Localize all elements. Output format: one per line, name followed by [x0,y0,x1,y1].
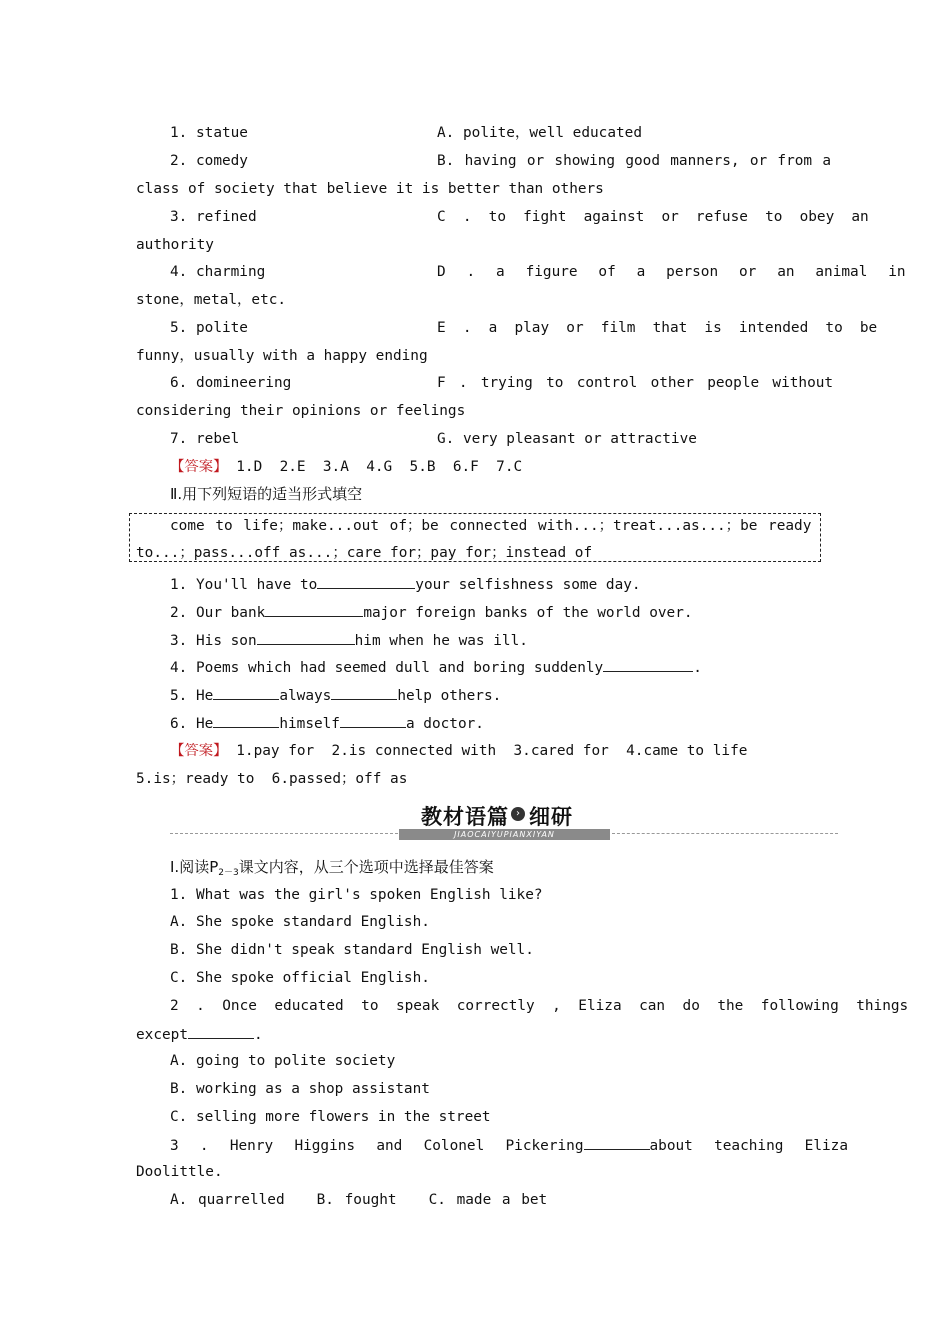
title-subscript: 2－3 [218,868,239,878]
banner-title-left: 教材语篇 [421,805,509,829]
q1-text-b: your selfishness some day. [415,577,641,593]
answer-blank[interactable] [188,1024,254,1039]
q3-text-a: 3 . Henry Higgins and Colonel Pickering [170,1138,584,1154]
section-2-answer [170,741,747,761]
fill-question-4 [170,657,702,678]
match-right-5: E . a play or film that is intended to be [437,320,878,336]
chevron-right-icon: › [511,807,525,821]
match-cont-2: class of society that believe it is better than others [136,181,604,197]
section-3-title [170,857,494,883]
title-part-b: 课文内容，从三个选项中选择最佳答案 [238,858,494,876]
q6-text-b: himself [279,716,340,732]
match-left-5: 5. polite [170,320,248,336]
q3-text-b: him when he was ill. [354,633,528,649]
banner-subtitle: JIAOCAIYUPIANXIYAN [454,830,555,839]
answer-blank[interactable] [603,657,693,672]
q6-text-c: a doctor. [405,716,484,732]
phrase-box-line-2: to...；pass...off as...；care for；pay for；instead of [136,545,593,561]
match-answer [170,457,522,477]
match-left-3: 3. refined [170,209,257,225]
answer-tag: 【答案】 [170,743,228,759]
match-right-7: G. very pleasant or attractive [437,431,697,447]
match-cont-4: stone，metal，etc. [136,292,287,308]
match-cont-5: funny，usually with a happy ending [136,348,428,364]
q5-text-b: always [279,688,332,704]
fill-question-6 [170,713,484,734]
q2-period: . [253,1027,263,1043]
answer-blank[interactable] [257,630,355,645]
answer-blank[interactable] [340,713,406,728]
q5-text-c: help others. [397,688,502,704]
match-left-2: 2. comedy [170,153,248,169]
fill-question-1 [170,574,641,595]
answer-line-2: 5.is；ready to 6.passed；off as [136,771,408,787]
banner-title-right: 细研 [529,805,573,829]
option-c: C. selling more flowers in the street [170,1109,491,1125]
phrase-box-line-1: come to life；make...out of；be connected with...；treat...as...；be ready [170,518,812,534]
option-b: B. She didn't speak standard English well. [170,942,534,958]
match-left-6: 6. domineering [170,375,292,391]
option-a: A. going to polite society [170,1053,396,1069]
option-c: C. She spoke official English. [170,970,430,986]
banner-rule-left [170,833,398,834]
match-cont-6: considering their opinions or feelings [136,403,466,419]
answer-blank[interactable] [584,1135,650,1150]
match-left-4: 4. charming [170,264,266,280]
option-a: A. She spoke standard English. [170,914,430,930]
reading-question-2: 2 . Once educated to speak correctly , Eliza can do the following things [170,998,909,1014]
answer-line-1: 1.pay for 2.is connected with 3.cared for 4.came to life [236,743,748,759]
match-cont-3: authority [136,237,214,253]
match-right-3: C . to fight against or refuse to obey an [437,209,869,225]
q3-text-b: about teaching Eliza [649,1138,848,1154]
answer-tag: 【答案】 [170,459,228,475]
match-right-6: F . trying to control other people without [437,375,834,391]
q2-text-b: major foreign banks of the world over. [363,605,693,621]
answer-blank[interactable] [265,602,363,617]
answer-text: 1.D 2.E 3.A 4.G 5.B 6.F 7.C [236,459,523,475]
q2-text-a: 2. Our bank [170,605,266,621]
fill-question-5 [170,685,501,706]
answer-blank[interactable] [317,574,415,589]
reading-question-2-cont [136,1024,263,1045]
answer-blank[interactable] [331,685,397,700]
q2-text: except [136,1027,188,1043]
q3-text-a: 3. His son [170,633,257,649]
q4-text-b: . [693,660,702,676]
reading-question-1: 1. What was the girl's spoken English like? [170,887,543,903]
match-right-4: D . a figure of a person or an animal in [437,264,906,280]
reading-question-3 [170,1135,848,1156]
q1-text-a: 1. You'll have to [170,577,318,593]
match-right-1: A. polite，well educated [437,125,642,141]
q5-text-a: 5. He [170,688,214,704]
match-left-7: 7. rebel [170,431,240,447]
banner-rule-right [612,833,838,834]
q6-text-a: 6. He [170,716,214,732]
answer-blank[interactable] [213,713,279,728]
title-part-a: Ⅰ.阅读P [170,858,219,876]
answer-blank[interactable] [213,685,279,700]
fill-question-2 [170,602,693,623]
banner-subtitle-strip [399,829,610,840]
section-2-title: Ⅱ.用下列短语的适当形式填空 [170,485,363,503]
reading-question-3-cont: Doolittle. [136,1164,223,1180]
option-b: B. working as a shop assistant [170,1081,430,1097]
q4-text-a: 4. Poems which had seemed dull and boring suddenly [170,660,604,676]
match-left-1: 1. statue [170,125,248,141]
match-right-2: B. having or showing good manners, or from a [437,153,832,169]
question-3-options: A. quarrelled B. fought C. made a bet [170,1192,548,1208]
fill-question-3 [170,630,528,651]
